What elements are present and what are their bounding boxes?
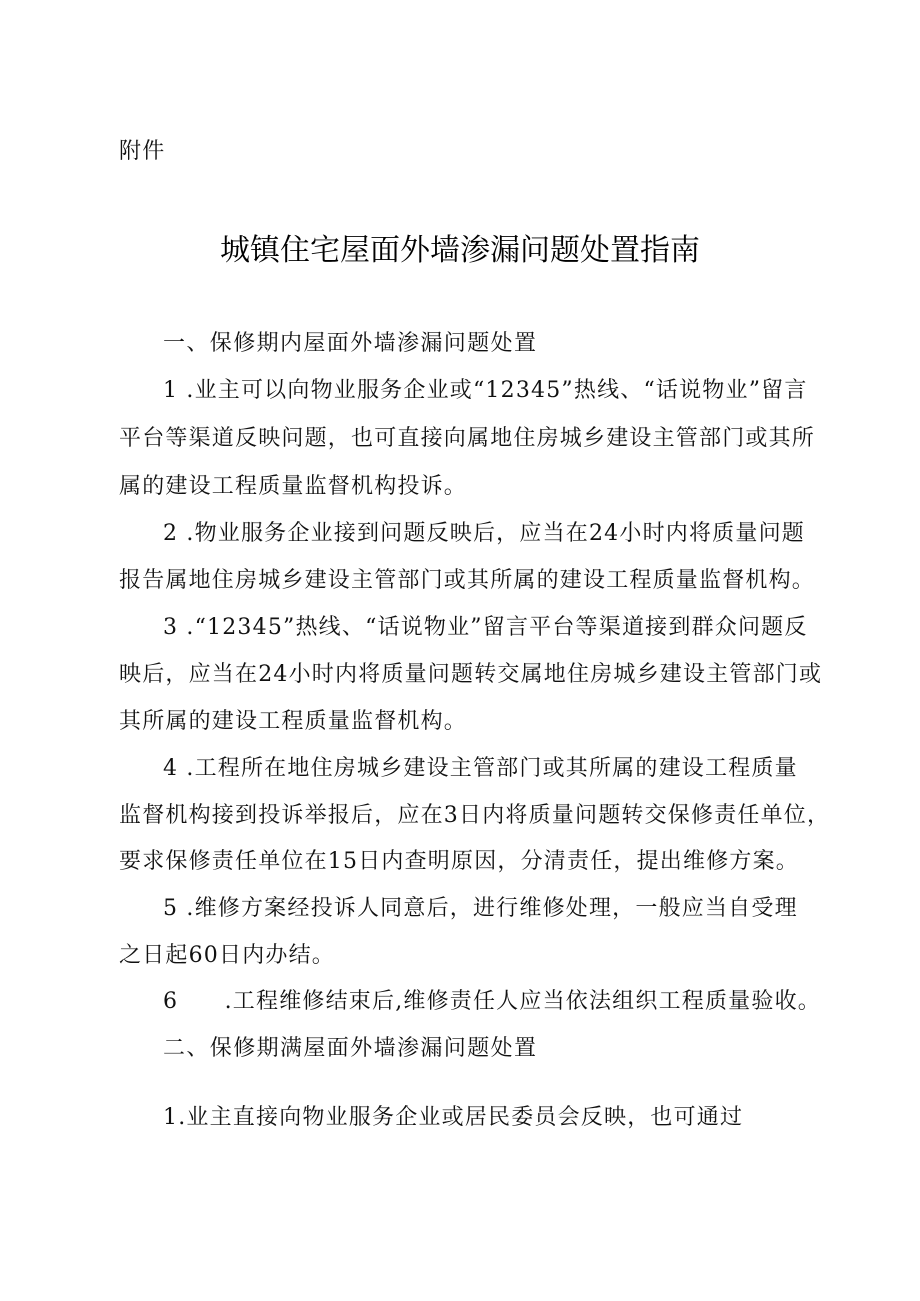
paragraph-line: 监督机构接到投诉举报后，应在3日内将质量问题转交保修责任单位，	[119, 803, 831, 828]
section-heading-2: 二、保修期满屋面外墙渗漏问题处置	[163, 1036, 538, 1061]
paragraph-line: 属的建设工程质量监督机构投诉。	[119, 474, 468, 499]
paragraph-line: 4 .工程所在地住房城乡建设主管部门或其所属的建设工程质量	[163, 756, 798, 781]
section-heading-1: 一、保修期内屋面外墙渗漏问题处置	[163, 331, 538, 356]
paragraph-line: 之日起60日内办结。	[119, 943, 335, 968]
paragraph-line: 映后，应当在24小时内将质量问题转交属地住房城乡建设主管部门或	[119, 662, 823, 687]
paragraph-line: 其所属的建设工程质量监督机构。	[119, 709, 468, 734]
paragraph-line: 6 .工程维修结束后,维修责任人应当依法组织工程质量验收。	[163, 989, 821, 1014]
paragraph-line: 报告属地住房城乡建设主管部门或其所属的建设工程质量监督机构。	[119, 568, 816, 593]
paragraph-line: 1.业主直接向物业服务企业或居民委员会反映，也可通过	[163, 1105, 744, 1130]
paragraph-line: 5 .维修方案经投诉人同意后，进行维修处理，一般应当自受理	[163, 896, 798, 921]
document-title: 城镇住宅屋面外墙渗漏问题处置指南	[220, 233, 700, 268]
paragraph-line: 3 .“12345”热线、“话说物业”留言平台等渠道接到群众问题反	[163, 615, 808, 640]
attachment-label: 附件	[119, 139, 166, 164]
paragraph-line: 要求保修责任单位在15日内查明原因，分清责任，提出维修方案。	[119, 849, 799, 874]
paragraph-line: 2 .物业服务企业接到问题反映后，应当在24小时内将质量问题	[163, 521, 805, 546]
paragraph-line: 1 .业主可以向物业服务企业或“12345”热线、“话说物业”留言	[163, 378, 808, 403]
paragraph-line: 平台等渠道反映问题，也可直接向属地住房城乡建设主管部门或其所	[119, 426, 816, 451]
